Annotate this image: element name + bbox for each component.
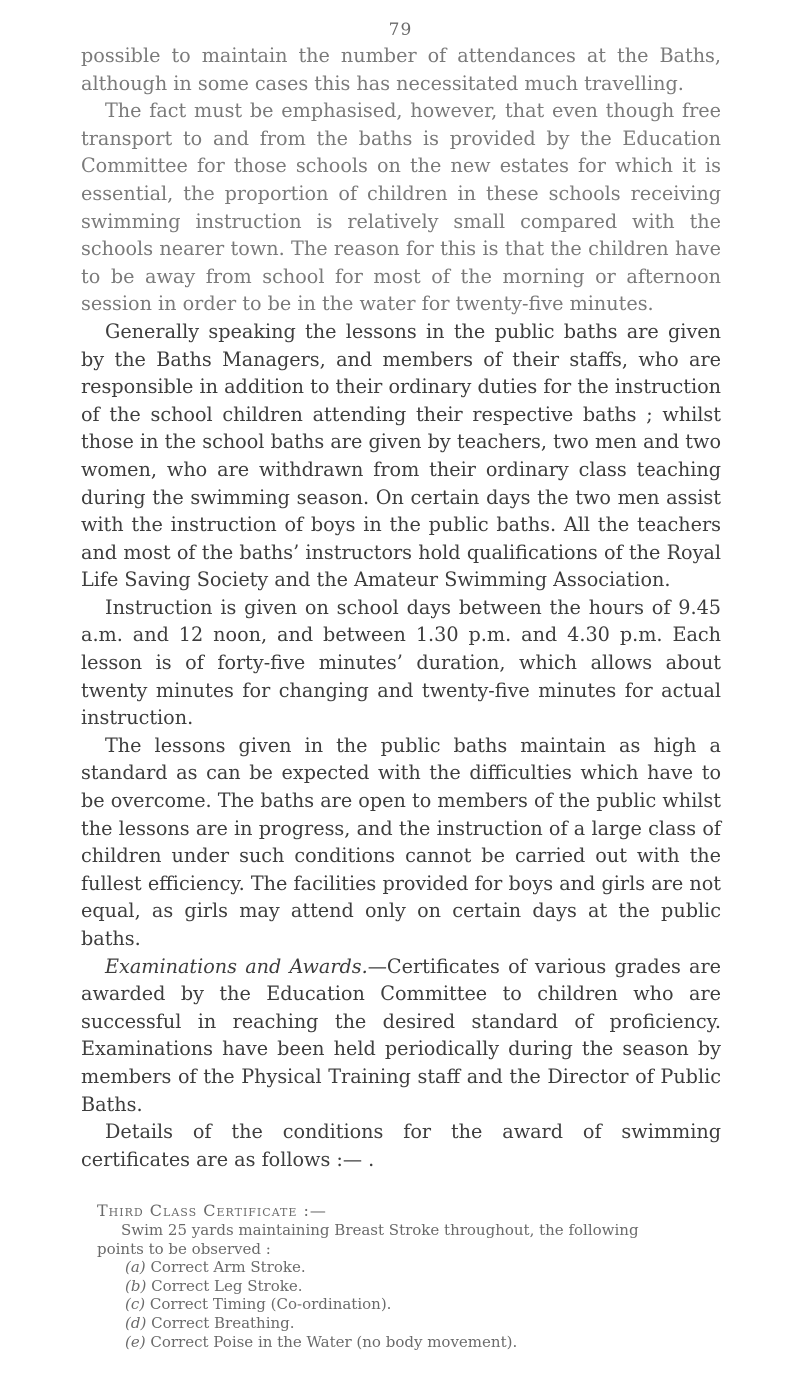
- examinations-paragraph: [81, 953, 721, 1119]
- certificate-intro-first: Swim 25 yards maintaining Breast Stroke throughout, the following: [121, 1221, 639, 1239]
- certificate-points-list: [81, 1258, 721, 1351]
- list-item: [125, 1333, 721, 1352]
- list-item-text: Correct Leg Stroke.: [151, 1276, 303, 1295]
- paragraph-1: possible to maintain the number of attendances at the Baths, although in some cases this has necessitated much travelling.: [81, 44, 721, 95]
- examinations-heading: Examinations and Awards.: [105, 954, 368, 978]
- list-item-text: Correct Poise in the Water (no body movement).: [150, 1332, 518, 1351]
- list-item-text: Correct Breathing.: [151, 1313, 295, 1332]
- certificate-intro: [97, 1221, 721, 1258]
- paragraph-2: The fact must be emphasised, however, that even though free transport to and from the baths is provided by the Education Committee for those schools on the new estates for which it is essential, the proportion of children in these schools receiving swimming instruction is relatively small compared with the schools nearer town. The reason for this is that the children have to be away from school for most of the morning or afternoon session in order to be in the water for twenty-five minutes.: [81, 99, 721, 316]
- list-item: [125, 1295, 721, 1314]
- certificate-heading: Third Class Certificate :—: [97, 1201, 327, 1220]
- paragraph-3: Generally speaking the lessons in the public baths are given by the Baths Managers, and members of their staffs, who are responsible in addition to their ordinary duties for the instruction of the school children attending their respective baths ; whilst those in the school baths are given by teachers, two men and two women, who are withdrawn from their ordinary class teaching during the swimming season. On certain days the two men assist with the instruction of boys in the public baths. All the teachers and most of the baths’ instructors hold qualifications of the Royal Life Saving Society and the Amateur Swimming Association.: [81, 319, 721, 592]
- list-item-key: (e): [125, 1332, 146, 1351]
- list-item-key: (b): [125, 1276, 147, 1295]
- body-text: [81, 42, 721, 1173]
- list-item: [125, 1258, 721, 1277]
- list-item-text: Correct Arm Stroke.: [150, 1258, 306, 1277]
- certificate-intro-rest: points to be observed :: [97, 1239, 271, 1258]
- examinations-text: —Certificates of various grades are awarded by the Education Committee to children who are successful in reaching the desired standard of proficiency. Examinations have been held periodically during the season by members of the Physical Training staff and the Director of Public Baths.: [81, 954, 721, 1116]
- list-item-key: (d): [125, 1313, 147, 1332]
- list-item-key: (c): [125, 1295, 146, 1314]
- details-paragraph: Details of the conditions for the award of swimming certificates are as follows :— .: [81, 1120, 721, 1171]
- list-item-key: (a): [125, 1258, 146, 1277]
- page-number: 79: [388, 20, 413, 40]
- list-item: [125, 1314, 721, 1333]
- paragraph-5: The lessons given in the public baths maintain as high a standard as can be expected with the difficulties which have to be overcome. The baths are open to members of the public whilst the lessons are in progress, and the instruction of a large class of children under such conditions cannot be carried out with the fullest efficiency. The facilities provided for boys and girls are not equal, as girls may attend only on certain days at the public baths.: [81, 733, 721, 950]
- paragraph-4: Instruction is given on school days between the hours of 9.45 a.m. and 12 noon, and between 1.30 p.m. and 4.30 p.m. Each lesson is of forty-five minutes’ duration, which allows about twenty minutes for changing and twenty-five minutes for actual instruction.: [81, 595, 721, 730]
- list-item-text: Correct Timing (Co-ordination).: [149, 1295, 392, 1314]
- list-item: [125, 1277, 721, 1296]
- certificate-section: [81, 1200, 721, 1351]
